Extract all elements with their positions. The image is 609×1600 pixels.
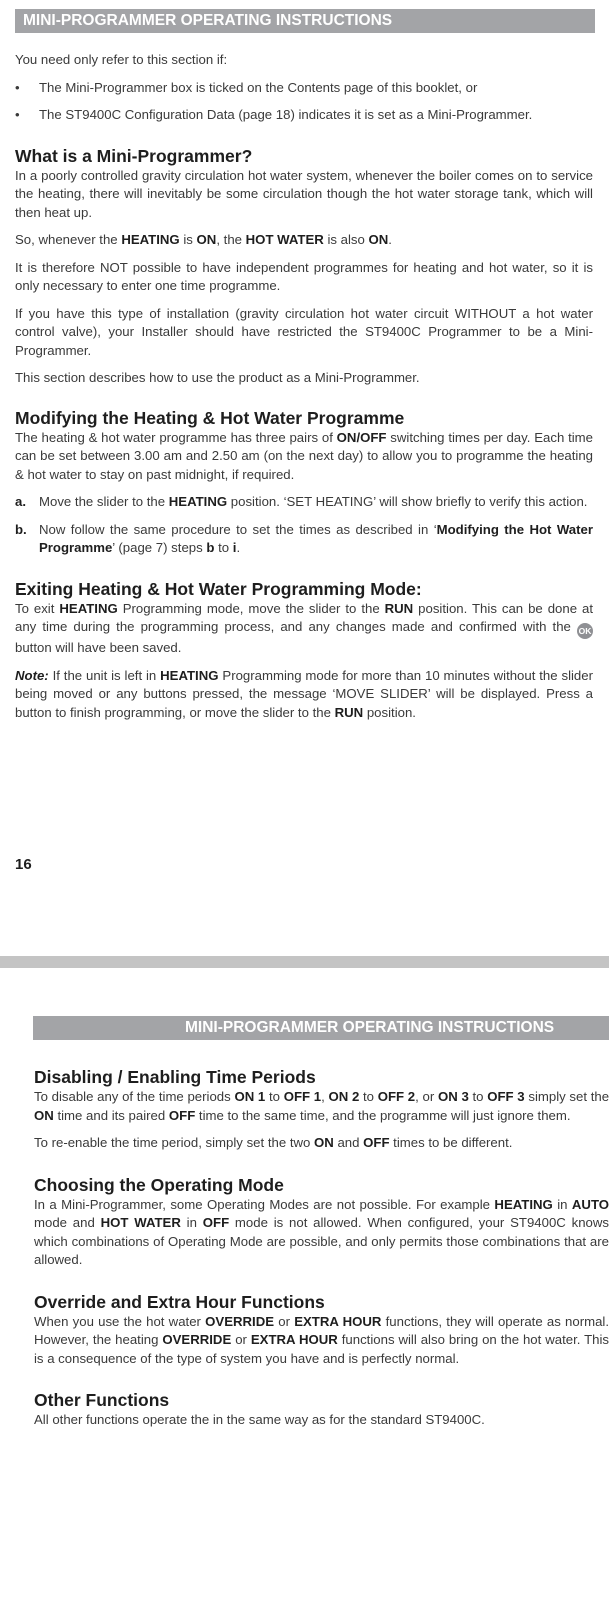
- paragraph: To disable any of the time periods ON 1 to OFF 1, ON 2 to OFF 2, or ON 3 to OFF 3 simply set the ON time and its paired OFF time to the same time, and the programme will just ignore them.: [34, 1089, 609, 1123]
- ok-button-icon: OK: [577, 623, 593, 639]
- page-number: 16: [15, 856, 32, 873]
- paragraph: In a poorly controlled gravity circulation hot water system, whenever the boiler comes on to service the heating, there will inevitably be some circulation though the hot water storage tank, which will then heat up.: [15, 167, 593, 220]
- heading-other: Other Functions: [34, 1390, 170, 1410]
- heading-choosing: Choosing the Operating Mode: [34, 1174, 284, 1195]
- paragraph: It is therefore NOT possible to have independent programmes for heating and hot water, so it is only necessary to enter one time programme.: [15, 259, 593, 293]
- list-item: • The ST9400C Configuration Data (page 18) indicates it is set as a Mini-Programmer.: [15, 106, 593, 125]
- paragraph: This section describes how to use the product as a Mini-Programmer.: [15, 370, 420, 385]
- paragraph: When you use the hot water OVERRIDE or EXTRA HOUR functions, they will operate as normal. However, the heating OVERRIDE or EXTRA HOUR functions will also bring on the hot water. This is a consequence of the type of system you have and is perfectly normal.: [34, 1313, 609, 1366]
- intro-text: You need only refer to this section if:: [15, 52, 228, 67]
- list-item: • The Mini-Programmer box is ticked on the Contents page of this booklet, or: [15, 79, 593, 98]
- page-17: [0, 968, 609, 1600]
- list-item: a. Move the slider to the HEATING position. ‘SET HEATING’ will show briefly to verify this action.: [15, 493, 593, 512]
- page-17-content: [34, 1066, 609, 1439]
- heading-override: Override and Extra Hour Functions: [34, 1291, 325, 1312]
- heading-modifying: Modifying the Heating & Hot Water Programme: [15, 407, 405, 428]
- heading-what-is: What is a Mini-Programmer?: [15, 145, 253, 166]
- note-paragraph: Note: If the unit is left in HEATING Programming mode for more than 10 minutes without the slider being moved or any buttons pressed, the message ‘MOVE SLIDER’ will be displayed. Press a button to finish programming, or move the slider to the RUN position.: [15, 667, 593, 720]
- page-16-content: [15, 51, 593, 731]
- heading-exiting: Exiting Heating & Hot Water Programming Mode:: [15, 578, 422, 599]
- bullet-icon: •: [15, 79, 20, 95]
- paragraph: In a Mini-Programmer, some Operating Modes are not possible. For example HEATING in AUTO mode and HOT WATER in OFF mode is not allowed. When configured, your ST9400C knows which combinations of Operating Mode are possible, and only permits those combinations that are allowed.: [34, 1196, 609, 1267]
- step-marker: a.: [15, 494, 26, 509]
- paragraph: To exit HEATING Programming mode, move the slider to the RUN position. This can be done at any time during the programming process, and any changes made and confirmed with the OK button will have been saved.: [15, 600, 593, 655]
- list-item: b. Now follow the same procedure to set the times as described in ‘Modifying the Hot Water Programme’ (page 7) steps b to i.: [15, 521, 593, 555]
- bullet-icon: •: [15, 107, 20, 122]
- conditions-list: [15, 79, 593, 125]
- page-separator: [0, 956, 609, 968]
- section-header-bar: MINI-PROGRAMMER OPERATING INSTRUCTIONS: [33, 1016, 609, 1040]
- paragraph: If you have this type of installation (gravity circulation hot water circuit WITHOUT a hot water control valve), your Installer should have restricted the ST9400C Programmer to be a Mini-Programmer.: [15, 305, 593, 358]
- paragraph: To re-enable the time period, simply set the two ON and OFF times to be different.: [34, 1135, 513, 1150]
- heading-disabling: Disabling / Enabling Time Periods: [34, 1067, 316, 1087]
- section-header-bar: MINI-PROGRAMMER OPERATING INSTRUCTIONS: [15, 9, 595, 33]
- steps-list: [15, 493, 593, 558]
- paragraph: So, whenever the HEATING is ON, the HOT WATER is also ON.: [15, 232, 392, 247]
- paragraph: All other functions operate the in the same way as for the standard ST9400C.: [34, 1412, 485, 1427]
- paragraph: The heating & hot water programme has three pairs of ON/OFF switching times per day. Each time can be set between 3.00 am and 2.50 am (on the next day) to allow you to programme the heating & hot water to stay on past midnight, if required.: [15, 429, 593, 482]
- step-marker: b.: [15, 521, 27, 537]
